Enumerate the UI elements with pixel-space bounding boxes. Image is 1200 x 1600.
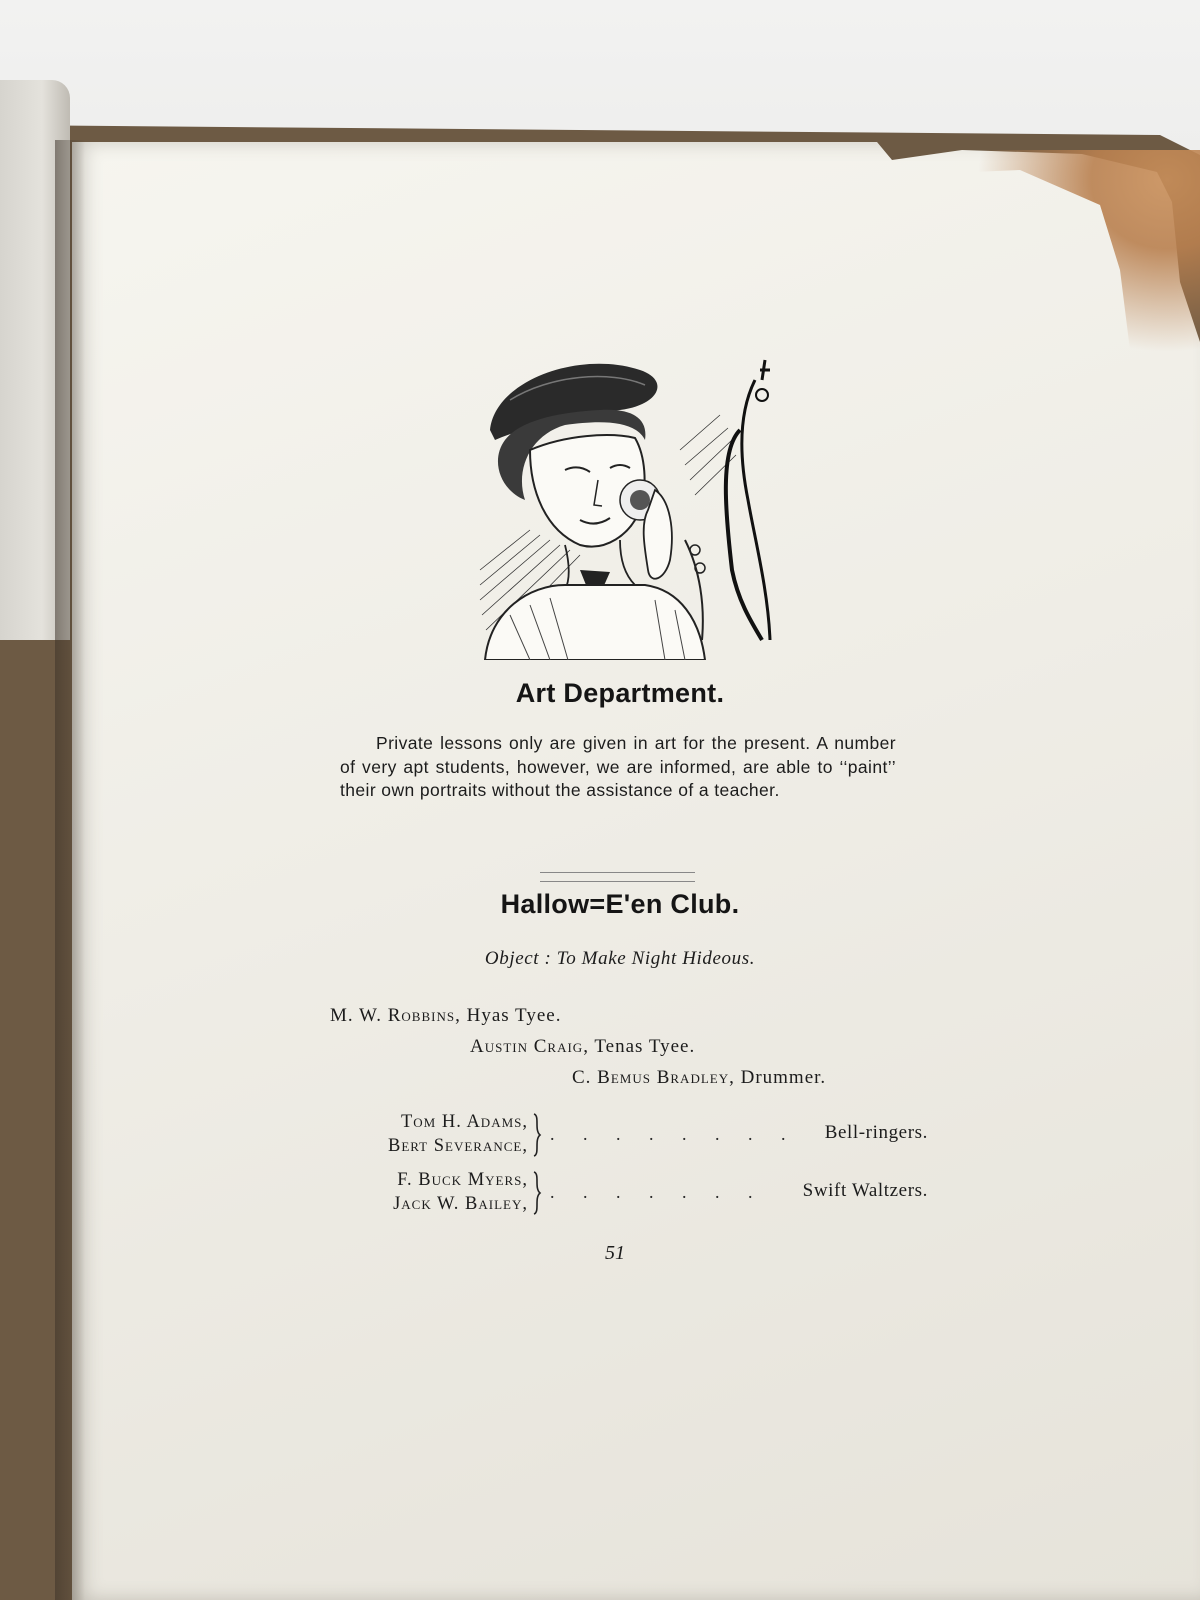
officer-role: Drummer. [740, 1067, 827, 1088]
club-object-line: Object : To Make Night Hideous. [484, 948, 756, 969]
art-department-heading: Art Department. [515, 678, 725, 708]
officer-line [330, 1005, 561, 1027]
member-name: Bert Severance, [388, 1136, 528, 1156]
art-department-paragraph: Private lessons only are given in art for the present. A number of very apt students, however, we are informed, are able to ‘‘paint’’ their own portraits without the assistance of a teacher. [340, 733, 896, 800]
group-role: Swift Waltzers. [802, 1180, 928, 1201]
officer-name: C. Bemus Bradley, [572, 1067, 735, 1088]
officer-role: Hyas Tyee. [466, 1005, 562, 1026]
member-names [318, 1168, 528, 1216]
member-names [318, 1110, 528, 1158]
brace-icon [530, 1170, 544, 1216]
officer-line [470, 1036, 695, 1058]
page-number: 51 [605, 1242, 625, 1264]
officer-line [572, 1067, 826, 1089]
spine-shadow [55, 140, 85, 1600]
member-name: Tom H. Adams, [400, 1112, 528, 1132]
member-group [318, 1168, 928, 1220]
member-name: F. Buck Myers, [397, 1170, 528, 1190]
woman-portrait-illustration [470, 340, 790, 660]
leader-dots: . . . . . . . . [550, 1124, 798, 1144]
hallowe-en-club-heading: Hallow=E'en Club. [500, 889, 740, 919]
section-divider [540, 872, 695, 882]
brace-icon [530, 1112, 544, 1158]
officer-role: Tenas Tyee. [594, 1036, 696, 1057]
member-group [318, 1110, 928, 1162]
officer-name: M. W. Robbins, [330, 1005, 461, 1026]
leader-dots: . . . . . . . [550, 1182, 765, 1202]
group-role: Bell-ringers. [824, 1122, 928, 1143]
member-name: Jack W. Bailey, [393, 1194, 528, 1214]
officer-name: Austin Craig, [470, 1036, 589, 1057]
